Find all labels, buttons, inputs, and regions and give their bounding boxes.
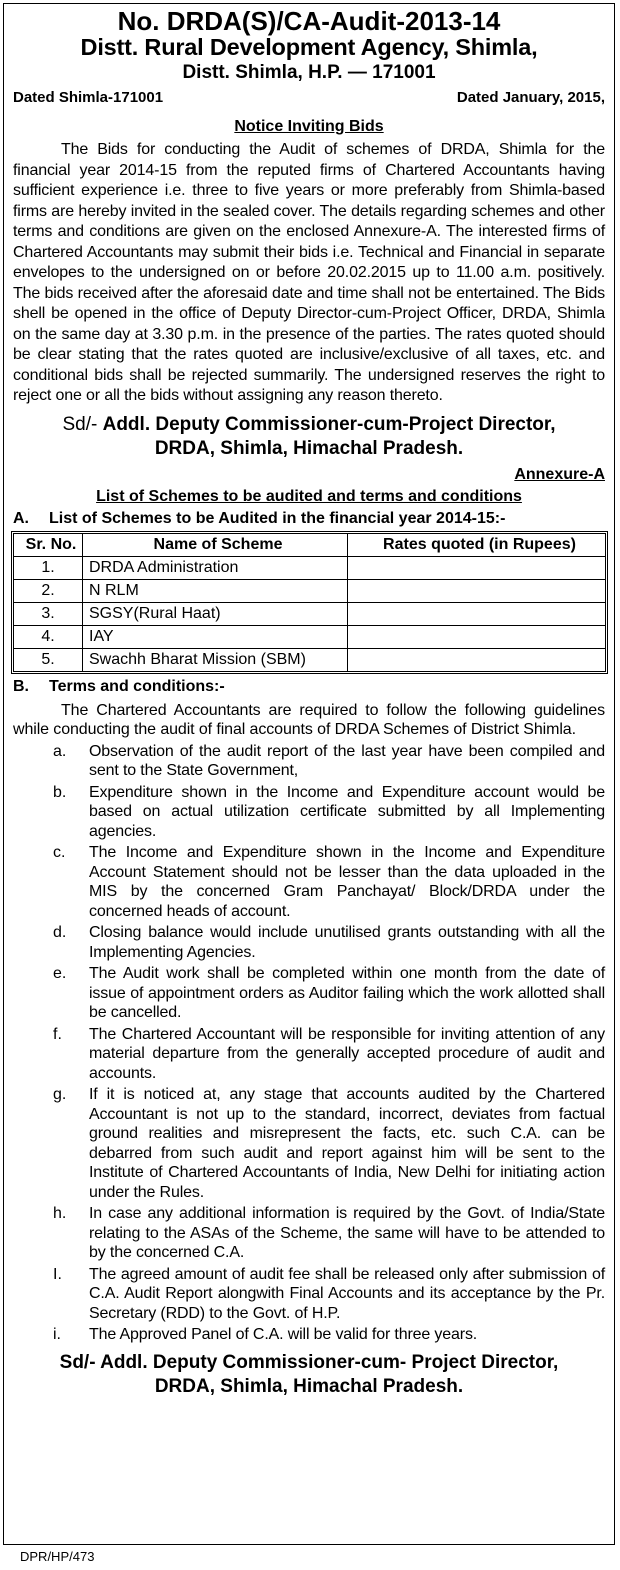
table-row (14, 648, 606, 671)
item-text: Observation of the audit report of the last year have been compiled and sent to the State Government, (89, 742, 605, 779)
item-marker: h. (53, 1205, 67, 1222)
dated-date: Dated January, 2015, (456, 89, 605, 106)
list-item (13, 1204, 605, 1263)
list-item (13, 843, 605, 921)
row-sr-no: 4. (14, 625, 83, 648)
table-row (14, 625, 606, 648)
table-header-row (14, 533, 606, 556)
dated-place: Dated Shimla-171001 (13, 89, 164, 106)
item-marker: c. (53, 844, 66, 861)
list-item (13, 964, 605, 1023)
list-item (13, 742, 605, 781)
notice-body: The Bids for conducting the Audit of schemes of DRDA, Shimla for the financial year 2014-15 from the reputed firms of Chartered Accountants having sufficient experience i.e. three to five years or more preferably from Shimla-based firms are hereby invited in the sealed cover. The details regarding schemes and other terms and conditions are given on the enclosed Annexure-A. The interested firms of Chartered Accountants may submit their bids i.e. Technical and Financial in separate envelopes to the undersigned on or before 20.02.2015 up to 11.00 a.m. positively. The bids received after the aforesaid date and time shall not be entertained. The Bids shell be opened in the office of Deputy Director-cum-Project Officer, DRDA, Shimla on the same day at 3.30 p.m. in the presence of the parties. The rates quoted should be clear stating that the rates quoted are inclusive/exclusive of all taxes, etc. and conditional bids shall be rejected summarily. The undersigned reserves the right to reject one or all the bids without assigning any reason thereto. (13, 141, 605, 404)
item-text: The Approved Panel of C.A. will be valid for three years. (89, 1326, 478, 1343)
agency-name: Distt. Rural Development Agency, Shimla, (80, 34, 538, 60)
item-marker: I. (53, 1265, 62, 1283)
row-rate (348, 648, 606, 671)
item-marker: g. (53, 1086, 67, 1103)
item-text: If it is noticed at, any stage that accounts audited by the Chartered Accountant is not up to the standard, incorrect, deviates from factual ground realities and misrepresent the facts, etc. such C.A. can be debarred from such audit and report against him will be sent to the Institute of Chartered Accountants of India, New Delhi for initiating action under the Rules. (89, 1086, 605, 1201)
annexure-label: Annexure-A (514, 465, 605, 483)
list-item (13, 1325, 605, 1345)
row-scheme-name: Swachh Bharat Mission (SBM) (83, 648, 348, 671)
row-sr-no: 3. (14, 602, 83, 625)
item-text: The Income and Expenditure shown in the Income and Expenditure Account Statement should not be lesser than the data uploaded in the MIS by the concerned Gram Panchayat/ Block/DRDA under the concerned heads of account. (89, 844, 605, 920)
list-item (13, 923, 605, 962)
table-row (14, 602, 606, 625)
item-text: The Chartered Accountant will be responsible for inviting attention of any material departure from the generally accepted procedure of audit and accounts. (89, 1025, 605, 1082)
item-text: The Audit work shall be completed within one month from the date of issue of appointment orders as Auditor failing which the work allotted shall be cancelled. (89, 965, 605, 1021)
footer-code: DPR/HP/473 (20, 1549, 95, 1564)
item-marker: f. (53, 1025, 62, 1043)
row-rate (348, 625, 606, 648)
col-rates-quoted: Rates quoted (in Rupees) (348, 533, 606, 556)
section-a-heading (13, 508, 605, 530)
item-marker: b. (53, 783, 67, 801)
table-row (14, 579, 606, 602)
terms-list (13, 742, 605, 1345)
annexure-signature (13, 1351, 605, 1399)
section-a-title: List of Schemes to be Audited in the financial year 2014-15:- (49, 509, 506, 527)
signature-prefix: Sd/- (62, 413, 98, 435)
item-text: The agreed amount of audit fee shall be released only after submission of C.A. Audit Report alongwith Final Accounts and its acceptance by the Pr. Secretary (RDD) to the Govt. of H.P. (89, 1265, 605, 1322)
item-text: Closing balance would include unutilised grants outstanding with all the Implementing Agencies. (89, 924, 605, 961)
item-marker: a. (53, 742, 67, 760)
section-b-title: Terms and conditions:- (49, 677, 225, 695)
row-sr-no: 2. (14, 579, 83, 602)
notice-signature (13, 413, 605, 461)
item-marker: d. (53, 924, 67, 941)
row-scheme-name: DRDA Administration (83, 556, 348, 579)
section-a-letter: A. (13, 509, 29, 527)
list-item (13, 1265, 605, 1324)
row-scheme-name: IAY (83, 625, 348, 648)
notice-frame (3, 3, 615, 1545)
row-rate (348, 579, 606, 602)
col-scheme-name: Name of Scheme (83, 533, 348, 556)
item-text: In case any additional information is required by the Govt. of India/State relating to the ASAs of the Scheme, the same will have to be attended to by the concerned C.A. (89, 1205, 605, 1261)
row-scheme-name: SGSY(Rural Haat) (83, 602, 348, 625)
item-marker: e. (53, 965, 67, 982)
schemes-table (13, 533, 606, 672)
col-sr-no: Sr. No. (14, 533, 83, 556)
terms-intro: The Chartered Accountants are required to follow the following guidelines while conducting the audit of final accounts of DRDA Schemes of District Shimla. (13, 701, 605, 738)
signature-office: DRDA, Shimla, Himachal Pradesh. (154, 437, 464, 459)
reference-number: No. DRDA(S)/CA-Audit-2013-14 (117, 6, 501, 36)
row-rate (348, 556, 606, 579)
item-text: Expenditure shown in the Income and Expenditure account would be based on actual utilization certificate submitted by all Implementing agencies. (89, 783, 605, 840)
notice-title: Notice Inviting Bids (234, 118, 384, 135)
section-b-letter: B. (13, 677, 29, 695)
item-marker: i. (53, 1326, 61, 1343)
agency-address: Distt. Shimla, H.P. — 171001 (182, 62, 436, 83)
row-sr-no: 5. (14, 648, 83, 671)
annexure-signature-office: DRDA, Shimla, Himachal Pradesh. (154, 1375, 464, 1397)
annexure-signature-designation: Sd/- Addl. Deputy Commissioner-cum- Project Director, (59, 1351, 559, 1373)
annexure-title: List of Schemes to be audited and terms and conditions (96, 487, 522, 505)
row-rate (348, 602, 606, 625)
row-sr-no: 1. (14, 556, 83, 579)
list-item (13, 1025, 605, 1084)
list-item (13, 1085, 605, 1202)
signature-designation: Addl. Deputy Commissioner-cum-Project Director, (102, 413, 556, 435)
section-b-heading (13, 676, 605, 698)
row-scheme-name: N RLM (83, 579, 348, 602)
table-row (14, 556, 606, 579)
list-item (13, 783, 605, 842)
dated-row (13, 88, 605, 108)
